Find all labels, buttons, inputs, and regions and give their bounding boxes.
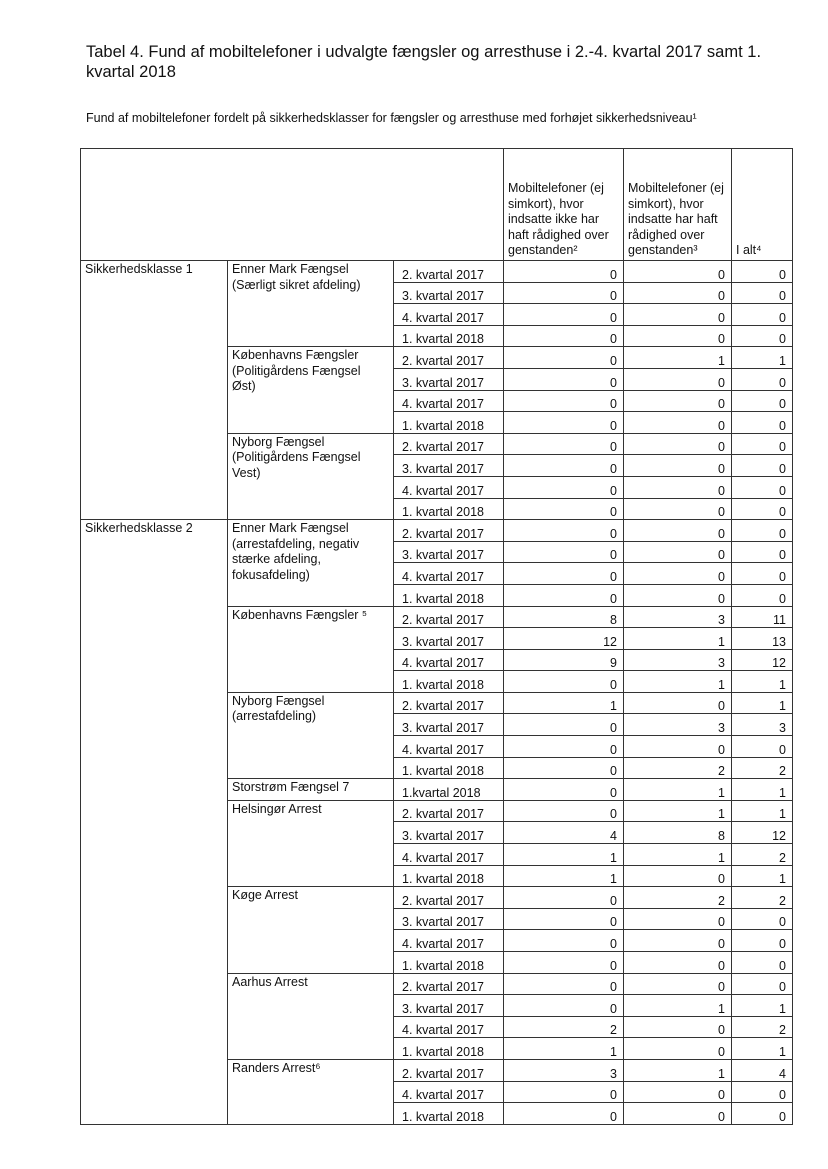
not-available-count-cell: 0: [504, 779, 624, 801]
total-count-cell: 0: [732, 541, 793, 563]
quarter-cell: 3. kvartal 2017: [394, 541, 504, 563]
available-count-cell: 0: [624, 390, 732, 412]
total-count-cell: 2: [732, 887, 793, 909]
total-count-cell: 0: [732, 455, 793, 477]
security-class-cell: [81, 952, 228, 974]
total-count-cell: 4: [732, 1059, 793, 1081]
total-count-cell: 1: [732, 347, 793, 369]
facility-name: Nyborg Fængsel (arrestafdeling): [232, 693, 325, 724]
total-count-cell: 0: [732, 412, 793, 434]
total-count-cell: 0: [732, 282, 793, 304]
table-row: [81, 541, 793, 563]
available-count-cell: 3: [624, 649, 732, 671]
available-count-cell: 0: [624, 1016, 732, 1038]
facility-cell: [228, 1081, 394, 1103]
not-available-count-cell: 1: [504, 865, 624, 887]
facility-cell: [228, 1016, 394, 1038]
quarter-cell: 3. kvartal 2017: [394, 908, 504, 930]
table-row: [81, 390, 793, 412]
not-available-count-cell: 0: [504, 325, 624, 347]
available-count-cell: 0: [624, 865, 732, 887]
security-class-cell: [81, 844, 228, 866]
table-row: [81, 1059, 793, 1081]
total-count-cell: 0: [732, 520, 793, 542]
not-available-count-cell: 0: [504, 736, 624, 758]
total-count-cell: 0: [732, 584, 793, 606]
quarter-cell: 1. kvartal 2018: [394, 865, 504, 887]
available-count-cell: 1: [624, 671, 732, 693]
not-available-count-cell: 0: [504, 563, 624, 585]
quarter-cell: 1. kvartal 2018: [394, 412, 504, 434]
table-row: [81, 347, 793, 369]
facility-cell: [228, 779, 394, 801]
table-row: [81, 757, 793, 779]
total-count-cell: 0: [732, 325, 793, 347]
not-available-count-cell: 0: [504, 390, 624, 412]
table-row: [81, 1038, 793, 1060]
not-available-count-cell: 0: [504, 498, 624, 520]
table-row: [81, 1081, 793, 1103]
available-count-cell: 1: [624, 995, 732, 1017]
table-row: [81, 368, 793, 390]
table-row: [81, 952, 793, 974]
table-row: [81, 606, 793, 628]
total-count-cell: 12: [732, 649, 793, 671]
available-count-cell: 1: [624, 628, 732, 650]
facility-cell: [228, 520, 394, 582]
page-title: Tabel 4. Fund af mobiltelefoner i udvalgte fængsler og arresthuse i 2.-4. kvartal 2017 samt 1. kvartal 2018: [86, 43, 762, 81]
not-available-count-cell: 0: [504, 368, 624, 390]
table-row: [81, 498, 793, 520]
not-available-count-cell: 0: [504, 282, 624, 304]
total-count-cell: 0: [732, 736, 793, 758]
security-class-cell: [81, 930, 228, 952]
not-available-count-cell: 1: [504, 1038, 624, 1060]
facility-cell: [228, 628, 394, 650]
facility-name: Københavns Fængsler ⁵: [232, 607, 368, 622]
total-count-cell: 0: [732, 1103, 793, 1125]
facility-cell: [228, 584, 394, 606]
security-class-cell: [81, 1038, 228, 1060]
facility-cell: [228, 800, 394, 822]
available-count-cell: 0: [624, 1103, 732, 1125]
total-count-cell: 1: [732, 779, 793, 801]
not-available-count-cell: 0: [504, 1081, 624, 1103]
quarter-cell: 4. kvartal 2017: [394, 930, 504, 952]
facility-name: Københavns Fængsler (Politigårdens Fængsel Øst): [232, 348, 361, 394]
total-count-cell: 1: [732, 865, 793, 887]
quarter-cell: 4. kvartal 2017: [394, 476, 504, 498]
not-available-count-cell: 0: [504, 347, 624, 369]
table-row: [81, 671, 793, 693]
not-available-count-cell: 0: [504, 412, 624, 434]
facility-name: Enner Mark Fængsel (arrestafdeling, negativ stærke afdeling, fokusafdeling): [232, 521, 360, 582]
header-col-total: I alt⁴: [732, 149, 793, 261]
available-count-cell: 0: [624, 692, 732, 714]
table-row: [81, 304, 793, 326]
not-available-count-cell: 0: [504, 476, 624, 498]
quarter-cell: 4. kvartal 2017: [394, 736, 504, 758]
security-class-cell: [81, 498, 228, 520]
total-count-cell: 0: [732, 973, 793, 995]
security-class-cell: [81, 412, 228, 434]
quarter-cell: 1. kvartal 2018: [394, 757, 504, 779]
not-available-count-cell: 0: [504, 714, 624, 736]
facility-cell: [228, 908, 394, 930]
facility-cell: [228, 1038, 394, 1060]
quarter-cell: 2. kvartal 2017: [394, 1059, 504, 1081]
quarter-cell: 4. kvartal 2017: [394, 1081, 504, 1103]
available-count-cell: 0: [624, 541, 732, 563]
facility-cell: [228, 433, 394, 480]
not-available-count-cell: 0: [504, 973, 624, 995]
not-available-count-cell: 1: [504, 692, 624, 714]
quarter-cell: 1. kvartal 2018: [394, 1038, 504, 1060]
not-available-count-cell: 12: [504, 628, 624, 650]
total-count-cell: 1: [732, 671, 793, 693]
quarter-cell: 3. kvartal 2017: [394, 455, 504, 477]
quarter-cell: 3. kvartal 2017: [394, 822, 504, 844]
table-row: [81, 908, 793, 930]
facility-name: Storstrøm Fængsel 7: [232, 780, 350, 795]
total-count-cell: 1: [732, 692, 793, 714]
quarter-cell: 2. kvartal 2017: [394, 347, 504, 369]
available-count-cell: 1: [624, 347, 732, 369]
table-subtitle: Fund af mobiltelefoner fordelt på sikkerhedsklasser for fængsler og arresthuse med forhøjet sikkerhedsniveau¹: [86, 111, 697, 125]
quarter-cell: 1.kvartal 2018: [394, 779, 504, 801]
quarter-cell: 1. kvartal 2018: [394, 584, 504, 606]
available-count-cell: 0: [624, 563, 732, 585]
facility-cell: [228, 844, 394, 866]
available-count-cell: 0: [624, 930, 732, 952]
quarter-cell: 3. kvartal 2017: [394, 628, 504, 650]
facility-cell: [228, 649, 394, 671]
header-col-not-available: Mobiltelefoner (ej simkort), hvor indsatte ikke har haft rådighed over genstanden²: [504, 149, 624, 261]
available-count-cell: 1: [624, 779, 732, 801]
table-row: [81, 822, 793, 844]
not-available-count-cell: 0: [504, 995, 624, 1017]
table-row: [81, 325, 793, 347]
available-count-cell: 0: [624, 455, 732, 477]
security-class-cell: [81, 606, 228, 628]
security-class-cell: [81, 995, 228, 1017]
facility-cell: [228, 671, 394, 693]
table-row: [81, 649, 793, 671]
security-class-cell: [81, 304, 228, 326]
quarter-cell: 4. kvartal 2017: [394, 390, 504, 412]
facility-cell: [228, 930, 394, 952]
facility-cell: [228, 1059, 394, 1081]
available-count-cell: 8: [624, 822, 732, 844]
not-available-count-cell: 0: [504, 455, 624, 477]
security-class-cell: [81, 865, 228, 887]
table-row: [81, 995, 793, 1017]
available-count-cell: 0: [624, 498, 732, 520]
table-row: [81, 865, 793, 887]
security-class-cell: [81, 390, 228, 412]
security-class-cell: [81, 908, 228, 930]
table-row: [81, 844, 793, 866]
security-class-cell: [81, 1059, 228, 1081]
security-class-cell: [81, 671, 228, 693]
facility-name: Helsingør Arrest: [232, 801, 322, 816]
table-row: [81, 563, 793, 585]
quarter-cell: 4. kvartal 2017: [394, 1016, 504, 1038]
total-count-cell: 0: [732, 476, 793, 498]
total-count-cell: 13: [732, 628, 793, 650]
not-available-count-cell: 0: [504, 952, 624, 974]
table-row: [81, 282, 793, 304]
table-body: [81, 261, 793, 1125]
not-available-count-cell: 1: [504, 844, 624, 866]
available-count-cell: 0: [624, 736, 732, 758]
total-count-cell: 0: [732, 390, 793, 412]
total-count-cell: 0: [732, 1081, 793, 1103]
not-available-count-cell: 0: [504, 757, 624, 779]
security-class-name: Sikkerhedsklasse 1: [85, 262, 193, 276]
security-class-cell: [81, 433, 228, 455]
not-available-count-cell: 3: [504, 1059, 624, 1081]
available-count-cell: 0: [624, 520, 732, 542]
quarter-cell: 4. kvartal 2017: [394, 304, 504, 326]
phone-findings-table: [80, 148, 793, 1125]
facility-cell: [228, 347, 394, 394]
security-class-cell: [81, 757, 228, 779]
not-available-count-cell: 0: [504, 1103, 624, 1125]
facility-cell: [228, 325, 394, 347]
quarter-cell: 1. kvartal 2018: [394, 325, 504, 347]
header-blank-cell: [81, 149, 504, 261]
total-count-cell: 0: [732, 261, 793, 283]
security-class-name: Sikkerhedsklasse 2: [85, 521, 193, 536]
facility-cell: [228, 304, 394, 326]
available-count-cell: 0: [624, 412, 732, 434]
total-count-cell: 0: [732, 563, 793, 585]
facility-cell: [228, 606, 394, 628]
available-count-cell: 0: [624, 325, 732, 347]
security-class-cell: [81, 520, 228, 542]
facility-cell: [228, 498, 394, 520]
available-count-cell: 0: [624, 1081, 732, 1103]
facility-cell: [228, 736, 394, 758]
security-class-cell: [81, 822, 228, 844]
available-count-cell: 0: [624, 908, 732, 930]
table-row: [81, 887, 793, 909]
table-row: [81, 714, 793, 736]
total-count-cell: 1: [732, 1038, 793, 1060]
not-available-count-cell: 0: [504, 930, 624, 952]
quarter-cell: 1. kvartal 2018: [394, 671, 504, 693]
not-available-count-cell: 0: [504, 541, 624, 563]
facility-cell: [228, 261, 394, 292]
security-class-cell: [81, 1103, 228, 1125]
total-count-cell: 12: [732, 822, 793, 844]
quarter-cell: 1. kvartal 2018: [394, 498, 504, 520]
available-count-cell: 2: [624, 887, 732, 909]
table-row: [81, 692, 793, 714]
available-count-cell: 0: [624, 368, 732, 390]
not-available-count-cell: 0: [504, 584, 624, 606]
total-count-cell: 1: [732, 995, 793, 1017]
facility-name: Randers Arrest⁶: [232, 1060, 321, 1075]
not-available-count-cell: 2: [504, 1016, 624, 1038]
facility-cell: [228, 973, 394, 995]
available-count-cell: 0: [624, 952, 732, 974]
total-count-cell: 2: [732, 757, 793, 779]
table-row: [81, 930, 793, 952]
security-class-cell: [81, 1016, 228, 1038]
not-available-count-cell: 0: [504, 433, 624, 455]
not-available-count-cell: 9: [504, 649, 624, 671]
total-count-cell: 0: [732, 952, 793, 974]
header-col-available: Mobiltelefoner (ej simkort), hvor indsatte har haft rådighed over genstanden³: [624, 149, 732, 261]
security-class-cell: [81, 1081, 228, 1103]
total-count-cell: 2: [732, 1016, 793, 1038]
available-count-cell: 0: [624, 304, 732, 326]
quarter-cell: 1. kvartal 2018: [394, 952, 504, 974]
available-count-cell: 0: [624, 1038, 732, 1060]
quarter-cell: 4. kvartal 2017: [394, 563, 504, 585]
available-count-cell: 0: [624, 261, 732, 283]
quarter-cell: 1. kvartal 2018: [394, 1103, 504, 1125]
security-class-cell: [81, 455, 228, 477]
total-count-cell: 0: [732, 304, 793, 326]
security-class-cell: [81, 887, 228, 909]
quarter-cell: 4. kvartal 2017: [394, 649, 504, 671]
not-available-count-cell: 0: [504, 261, 624, 283]
facility-cell: [228, 1103, 394, 1125]
quarter-cell: 2. kvartal 2017: [394, 261, 504, 283]
not-available-count-cell: 4: [504, 822, 624, 844]
available-count-cell: 0: [624, 476, 732, 498]
available-count-cell: 3: [624, 714, 732, 736]
table-row: [81, 973, 793, 995]
table-row: [81, 800, 793, 822]
available-count-cell: 0: [624, 973, 732, 995]
not-available-count-cell: 0: [504, 800, 624, 822]
security-class-cell: [81, 476, 228, 498]
table-row: [81, 779, 793, 801]
available-count-cell: 2: [624, 757, 732, 779]
facility-name: Aarhus Arrest: [232, 974, 308, 989]
not-available-count-cell: 0: [504, 887, 624, 909]
available-count-cell: 1: [624, 800, 732, 822]
security-class-cell: [81, 541, 228, 563]
quarter-cell: 2. kvartal 2017: [394, 973, 504, 995]
quarter-cell: 2. kvartal 2017: [394, 800, 504, 822]
not-available-count-cell: 0: [504, 908, 624, 930]
table-row: [81, 584, 793, 606]
total-count-cell: 3: [732, 714, 793, 736]
total-count-cell: 0: [732, 368, 793, 390]
table-row: [81, 433, 793, 455]
not-available-count-cell: 0: [504, 671, 624, 693]
quarter-cell: 2. kvartal 2017: [394, 692, 504, 714]
security-class-cell: [81, 692, 228, 714]
available-count-cell: 1: [624, 1059, 732, 1081]
quarter-cell: 2. kvartal 2017: [394, 433, 504, 455]
quarter-cell: 3. kvartal 2017: [394, 995, 504, 1017]
facility-name: Enner Mark Fængsel (Særligt sikret afdeling): [232, 262, 361, 292]
facility-cell: [228, 865, 394, 887]
table-row: [81, 520, 793, 542]
table-header-row: [81, 149, 793, 261]
total-count-cell: 1: [732, 800, 793, 822]
table-row: [81, 412, 793, 434]
table-row: [81, 455, 793, 477]
available-count-cell: 0: [624, 282, 732, 304]
quarter-cell: 3. kvartal 2017: [394, 714, 504, 736]
security-class-cell: [81, 282, 228, 304]
facility-cell: [228, 757, 394, 779]
table-row: [81, 628, 793, 650]
available-count-cell: 0: [624, 433, 732, 455]
security-class-cell: [81, 368, 228, 390]
available-count-cell: 1: [624, 844, 732, 866]
security-class-cell: [81, 714, 228, 736]
security-class-cell: [81, 628, 228, 650]
security-class-cell: [81, 563, 228, 585]
table-row: [81, 736, 793, 758]
quarter-cell: 2. kvartal 2017: [394, 887, 504, 909]
total-count-cell: 0: [732, 498, 793, 520]
security-class-cell: [81, 800, 228, 822]
facility-name: Køge Arrest: [232, 888, 298, 903]
available-count-cell: 0: [624, 584, 732, 606]
security-class-cell: [81, 347, 228, 369]
facility-cell: [228, 995, 394, 1017]
total-count-cell: 0: [732, 930, 793, 952]
facility-name: Nyborg Fængsel (Politigårdens Fængsel Vest): [232, 434, 361, 480]
table-row: [81, 261, 793, 283]
facility-cell: [228, 412, 394, 434]
security-class-cell: [81, 649, 228, 671]
security-class-cell: [81, 325, 228, 347]
not-available-count-cell: 0: [504, 304, 624, 326]
table-row: [81, 1103, 793, 1125]
quarter-cell: 2. kvartal 2017: [394, 606, 504, 628]
security-class-cell: [81, 779, 228, 801]
quarter-cell: 3. kvartal 2017: [394, 282, 504, 304]
security-class-cell: [81, 973, 228, 995]
facility-cell: [228, 692, 394, 724]
available-count-cell: 3: [624, 606, 732, 628]
security-class-cell: [81, 261, 228, 283]
facility-cell: [228, 822, 394, 844]
total-count-cell: 0: [732, 908, 793, 930]
not-available-count-cell: 8: [504, 606, 624, 628]
quarter-cell: 3. kvartal 2017: [394, 368, 504, 390]
facility-cell: [228, 952, 394, 974]
security-class-cell: [81, 736, 228, 758]
security-class-cell: [81, 584, 228, 606]
quarter-cell: 4. kvartal 2017: [394, 844, 504, 866]
total-count-cell: 0: [732, 433, 793, 455]
table-row: [81, 476, 793, 498]
not-available-count-cell: 0: [504, 520, 624, 542]
total-count-cell: 2: [732, 844, 793, 866]
table-row: [81, 1016, 793, 1038]
facility-cell: [228, 887, 394, 909]
quarter-cell: 2. kvartal 2017: [394, 520, 504, 542]
total-count-cell: 11: [732, 606, 793, 628]
